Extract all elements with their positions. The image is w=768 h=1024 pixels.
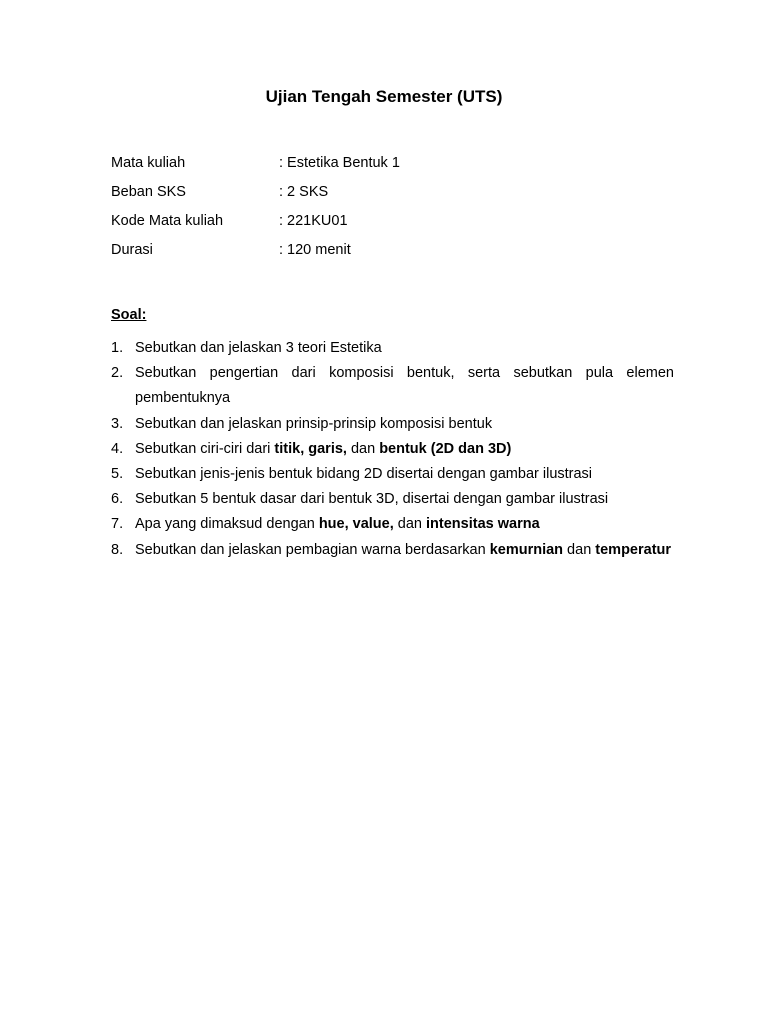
question-item [111,487,674,512]
question-text-run: Sebutkan dan jelaskan prinsip-prinsip komposisi bentuk [135,415,493,432]
question-text-bold: bentuk (2D dan 3D) [379,440,512,457]
question-number: 1. [111,340,124,356]
question-text [135,365,674,406]
question-text-run: Sebutkan dan jelaskan pembagian warna berdasarkan [135,541,490,558]
question-text-bold: hue, value, [318,516,394,533]
question-text-bold: intensitas warna [426,516,540,533]
question-text-run: Apa yang dimaksud dengan [135,516,319,533]
question-text-run: Sebutkan pengertian dari komposisi bentuk, serta sebutkan pula elemen pembentuknya [135,365,674,407]
question-item [111,538,674,563]
info-row-course [111,152,691,181]
info-value: : 120 menit [279,242,351,258]
question-text [135,516,540,532]
info-label: Durasi [111,242,153,258]
question-number: 8. [111,541,124,558]
question-text [135,340,382,356]
question-text [135,441,511,457]
question-item [111,512,674,537]
info-row-duration [111,239,691,268]
question-item [111,361,674,411]
question-text-bold: temperatur [595,541,672,558]
question-number: 7. [111,516,124,533]
question-text [135,491,608,507]
info-value: : Estetika Bentuk 1 [279,155,400,171]
question-number: 3. [111,415,124,432]
question-text-run: dan [346,440,380,457]
question-text-run: Sebutkan 5 bentuk dasar dari bentuk 3D, disertai dengan gambar ilustrasi [135,491,609,508]
question-text-run: Sebutkan dan jelaskan 3 teori Estetika [135,340,382,356]
info-label: Mata kuliah [111,155,186,171]
question-text [135,416,492,432]
question-text-run: Sebutkan ciri-ciri dari [135,440,275,457]
question-number: 2. [111,365,124,382]
info-label: Kode Mata kuliah [111,213,224,229]
question-number: 6. [111,491,124,508]
questions-heading: Soal: [111,307,147,323]
question-text-run: dan [393,516,427,533]
info-value: : 2 SKS [279,184,329,200]
course-info-table [111,152,691,268]
question-item [111,462,674,487]
questions-list [111,336,674,563]
info-row-code [111,210,691,239]
question-text [135,466,592,482]
question-text-run: dan [563,541,596,558]
document-title: Ujian Tengah Semester (UTS) [265,87,503,106]
question-item [111,437,674,462]
question-number: 5. [111,466,124,483]
question-text-bold: titik, garis, [274,440,347,457]
info-row-credits [111,181,691,210]
question-text-bold: kemurnian [489,541,564,558]
question-text [135,542,671,558]
question-number: 4. [111,440,124,457]
info-value: : 221KU01 [279,213,348,229]
question-item [111,412,674,437]
info-label: Beban SKS [111,184,186,200]
question-item [111,336,674,361]
question-text-run: Sebutkan jenis-jenis bentuk bidang 2D disertai dengan gambar ilustrasi [135,466,593,483]
